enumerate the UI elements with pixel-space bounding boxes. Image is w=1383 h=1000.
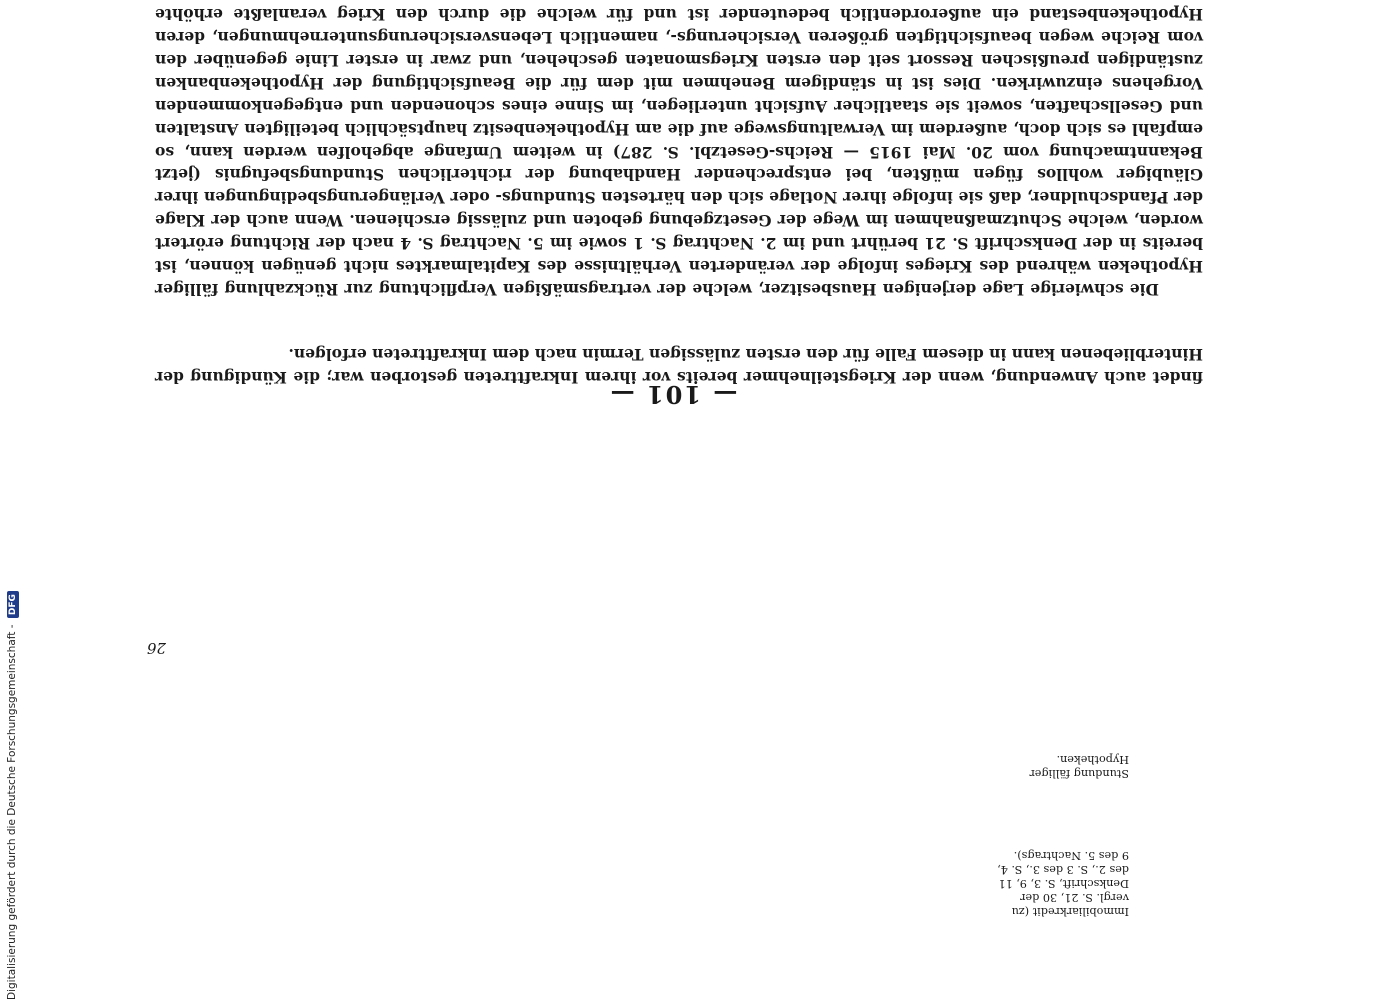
paragraph-1 [155, 342, 1203, 388]
page-number: — 101 — [608, 380, 738, 409]
margin-note-immobiliarkredit: Immobiliarkredit (zu vergl. S. 21, 30 der Denkschrift, S. 3, 9, 11 des 2., S. 3 des 3., S. 4, 9 des 5. Nachtrags). [997, 849, 1129, 918]
signature-mark: 26 [146, 639, 166, 657]
margin-note-stundung: Stundung fälliger Hypotheken. [1029, 753, 1129, 780]
dfg-logo-icon: DFG [7, 591, 19, 618]
paragraph-1-text: findet auch Anwendung, wenn der Kriegsteilnehmer bereits vor ihrem Inkrafttreten gestorben war; die Kündigung der Hinterbliebenen kann in diesem Falle für den ersten zulässigen Termin nach dem Inkrafttreten erfolgen. [155, 345, 1203, 387]
paragraph-2-text: Die schwierige Lage derjenigen Hausbesitzer, welche der vertragsmäßigen Verpflichtung zur Rückzahlung fälliger Hypotheken während des Krieges infolge der veränderten Verhältnisse des Kapitalmarktes nicht genügen können, ist bereits in der Denkschrift S. 21 berührt und im 2. Nachtrag S. 1 sowie im 5. Nachtrag S. 4 nach der Richtung erörtert worden, welche Schutzmaßnahmen im Wege der Gesetzgebung geboten und zulässig erschienen. Wenn auch der Klage der Pfandschuldner, daß sie infolge ihrer Notlage sich den härtesten Stundungs- oder Verlängerungsbedingungen ihrer Gläubiger wohllos fügen müßten, bei entsprechender Handhabung der richterlichen Stundungsbefugnis (jetzt Bekanntmachung vom 20. Mai 1915 — Reichs-Gesetzbl. S. 287) in weitem Umfange abgeholfen werden kann, so empfahl es sich doch, außerdem im Verwaltungswege auf die am Hypothekenbesitz hauptsächlich beteiligten Anstalten und Gesellschaften, soweit sie staatlicher Aufsicht unterliegen, im Sinne eines schonenden und entgegenkommenden Vorgehens einzuwirken. Dies ist in ständigem Benehmen mit dem für die Beaufsichtigung der Hypothekenbanken zuständigen preußischen Ressort seit den ersten Kriegsmonaten geschehen, und zwar in erster Linie gegenüber den vom Reiche wegen beaufsichtigten größeren Versicherungs-, namentlich Lebensversicherungsunternehmungen, deren Hypothekenbestand ein außerordentlich bedeutender ist und für welche die durch den Krieg veranlaßte erhöhte [155, 5, 1203, 299]
paragraph-2 [155, 0, 1203, 300]
credit-text: Digitalisierung gefördert durch die Deutsche Forschungsgemeinschaft - [6, 624, 18, 1000]
